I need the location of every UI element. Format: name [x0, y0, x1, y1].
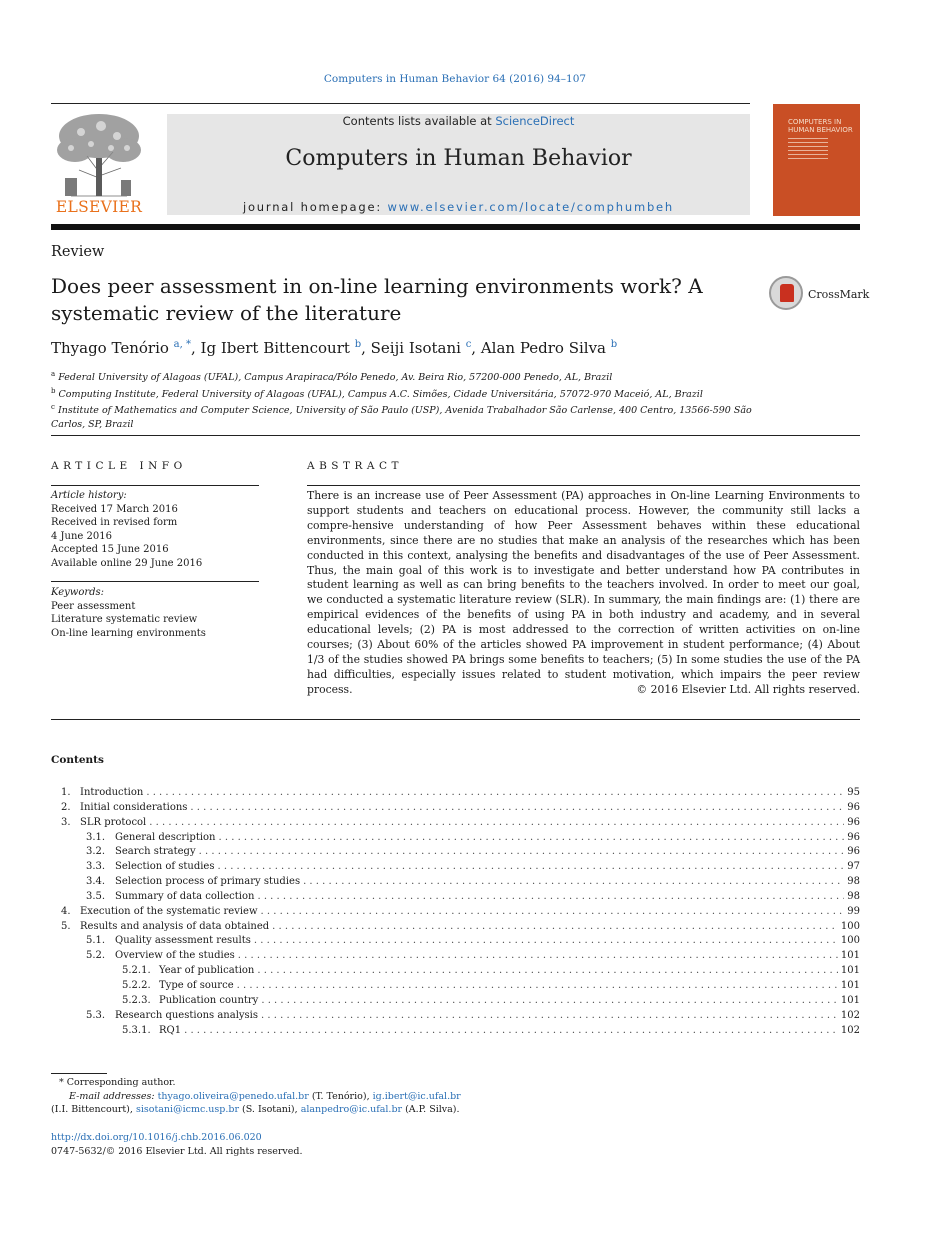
toc-entry[interactable]	[51, 1024, 860, 1039]
toc-label: RQ1	[159, 1024, 182, 1036]
toc-leader-dots	[219, 831, 845, 846]
toc-entry[interactable]	[51, 786, 860, 801]
author-name: Ig Ibert Bittencourt	[200, 339, 350, 357]
elsevier-tree-icon	[51, 112, 147, 198]
elsevier-wordmark: ELSEVIER	[55, 198, 143, 216]
toc-entry[interactable]	[51, 934, 860, 949]
toc-entry[interactable]	[51, 905, 860, 920]
journal-cover-thumbnail[interactable]	[773, 104, 860, 216]
toc-entry[interactable]	[51, 831, 860, 846]
toc-page-number: 96	[847, 816, 860, 828]
author-affiliation-marker[interactable]: b	[354, 339, 362, 350]
article-history-label: Article history:	[51, 490, 127, 501]
affiliation-marker: b	[51, 386, 56, 395]
affiliation-text: Federal University of Alagoas (UFAL), Campus Arapiraca/Pólo Penedo, Av. Beira Rio, 57200-000 Penedo, AL, Brazil	[58, 372, 613, 384]
toc-leader-dots	[238, 949, 838, 964]
doi-block	[51, 1131, 303, 1158]
toc-leader-dots	[257, 890, 844, 905]
abstract-heading: ABSTRACT	[307, 460, 404, 472]
email-link[interactable]: thyago.oliveira@penedo.ufal.br	[157, 1090, 309, 1102]
author-name: Seiji Isotani	[370, 339, 461, 357]
toc-number: 3.5.	[86, 890, 106, 902]
author-separator: ,	[361, 339, 371, 357]
history-entry: 4 June 2016	[51, 530, 112, 542]
journal-name: Computers in Human Behavior	[285, 146, 632, 171]
issn-copyright: 0747-5632/© 2016 Elsevier Ltd. All rights reserved.	[51, 1145, 303, 1157]
toc-page-number: 96	[847, 801, 860, 813]
journal-reference-link[interactable]: Computers in Human Behavior 64 (2016) 94–107	[323, 73, 587, 85]
toc-label: Execution of the systematic review	[80, 905, 258, 917]
toc-entry[interactable]	[51, 1009, 860, 1024]
toc-number: 3.1.	[86, 831, 106, 843]
front-matter-rule	[51, 435, 860, 436]
toc-page-number: 96	[847, 846, 860, 858]
toc-leader-dots	[254, 934, 838, 949]
toc-number: 2.	[61, 801, 71, 813]
history-entry: Received in revised form	[51, 517, 178, 528]
toc-number: 5.1.	[86, 935, 106, 947]
toc-label: Introduction	[80, 787, 144, 798]
toc-label: Selection process of primary studies	[115, 876, 301, 888]
toc-entry[interactable]	[51, 860, 860, 875]
article-type: Review	[51, 244, 105, 260]
doi-link[interactable]: http://dx.doi.org/10.1016/j.chb.2016.06.020	[51, 1132, 262, 1143]
toc-leader-dots	[257, 964, 838, 979]
history-entry: Received 17 March 2016	[51, 503, 178, 515]
article-info-heading: ARTICLE INFO	[51, 460, 187, 472]
toc-leader-dots	[272, 920, 838, 935]
crossmark-badge[interactable]	[769, 276, 870, 314]
sciencedirect-link[interactable]: ScienceDirect	[495, 114, 575, 128]
email-link[interactable]: ig.ibert@ic.ufal.br	[372, 1090, 461, 1102]
footnote-rule	[51, 1073, 107, 1074]
toc-leader-dots	[261, 994, 838, 1009]
toc-entry[interactable]	[51, 964, 860, 979]
email-line: E-mail addresses: thyago.oliveira@penedo.ufal.br (T. Tenório), ig.ibert@ic.ufal.br	[69, 1090, 461, 1102]
article-info-rule	[51, 485, 259, 486]
toc-leader-dots	[261, 905, 845, 920]
table-of-contents	[51, 786, 860, 1038]
affiliations	[51, 368, 761, 431]
elsevier-logo	[51, 112, 147, 216]
toc-leader-dots	[237, 979, 838, 994]
article-title: Does peer assessment in on-line learning environments work? A systematic review of the literature	[51, 274, 703, 325]
toc-entry[interactable]	[51, 875, 860, 890]
toc-page-number: 100	[840, 920, 860, 932]
corresponding-author-note: * Corresponding author.	[59, 1077, 176, 1088]
crossmark-icon	[769, 276, 803, 310]
affiliation	[51, 368, 761, 385]
toc-entry[interactable]	[51, 949, 860, 964]
toc-entry[interactable]	[51, 994, 860, 1009]
affiliation	[51, 401, 761, 431]
history-entry: Available online 29 June 2016	[51, 557, 203, 569]
toc-page-number: 100	[840, 935, 860, 947]
toc-leader-dots	[261, 1009, 838, 1024]
toc-entry[interactable]	[51, 845, 860, 860]
footnote	[51, 1076, 651, 1117]
affiliation-text: Computing Institute, Federal University of Alagoas (UFAL), Campus A.C. Simões, Cidade Universitária, 57072-970 Maceió, AL, Brazil	[58, 388, 703, 400]
toc-label: Search strategy	[115, 846, 196, 858]
toc-label: Overview of the studies	[115, 950, 235, 962]
author-separator: ,	[471, 339, 481, 357]
toc-label: Type of source	[159, 979, 234, 991]
toc-page-number: 97	[847, 861, 860, 873]
toc-page-number: 102	[840, 1009, 860, 1021]
toc-label: Quality assessment results	[115, 935, 251, 947]
toc-label: Initial considerations	[80, 801, 188, 813]
toc-number: 5.3.1.	[122, 1024, 151, 1036]
affiliation-text: Institute of Mathematics and Computer Science, University of São Paulo (USP), Avenida Trabalhador São Carlense, 400 Centro, 13566-590 São Carlos, SP, Brazil	[51, 405, 752, 430]
cover-title: COMPUTERS IN HUMAN BEHAVIOR	[788, 118, 853, 134]
toc-page-number: 101	[840, 950, 860, 962]
toc-number: 1.	[61, 787, 71, 798]
toc-label: Research questions analysis	[115, 1009, 259, 1021]
toc-page-number: 98	[847, 876, 860, 888]
toc-label: General description	[115, 831, 216, 843]
article-history	[51, 489, 259, 570]
toc-leader-dots	[190, 801, 844, 816]
author-name: Thyago Tenório	[51, 339, 169, 357]
toc-label: SLR protocol	[80, 816, 147, 828]
masthead-thick-rule	[51, 224, 860, 230]
contents-available-line: Contents lists available at ScienceDirect	[342, 114, 575, 128]
abstract-rule	[307, 485, 860, 486]
cover-text-lines	[788, 138, 828, 162]
toc-page-number: 101	[840, 994, 860, 1006]
abstract-text: There is an increase use of Peer Assessment (PA) approaches in On-line Learning Environments to support students and teachers on educational process. However, the community still lacks a compre-hensive understanding of how Peer Assessment behaves within these educational environments, since there are no studies that make an analysis of the researches which has been conducted in this context, analysing the benefits and disadvantages of the use of Peer Assessment. Thus, the main goal of this work is to investigate and better understand how PA contributes in student learning as well as can bring benefits to the teachers involved. In order to meet our goal, we conducted a systematic literature review (SLR). In summary, the main findings are: (1) there are empirical evidences of the benefits of using PA in both industry and academy, and in several educational levels; (2) PA is most addressed to the correction of written activities on on-line courses; (3) About 60% of the articles showed PA improvement in student performance; (4) About 1/3 of the studies showed PA brings some benefits to teachers; (5) In some studies the use of the PA had difficulties, especially issues related to student motivation, which impairs the peer review process.	[307, 489, 860, 696]
keywords-rule	[51, 581, 259, 582]
toc-page-number: 99	[847, 905, 860, 917]
toc-label: Results and analysis of data obtained	[80, 920, 270, 932]
toc-entry[interactable]	[51, 890, 860, 905]
contents-title: Contents	[51, 754, 104, 766]
toc-leader-dots	[149, 816, 844, 831]
keyword: Literature systematic review	[51, 614, 198, 625]
author-affiliation-marker[interactable]: a, *	[173, 339, 191, 350]
email-link[interactable]: sisotani@icmc.usp.br	[135, 1104, 240, 1115]
toc-page-number: 101	[840, 979, 860, 991]
affiliation-marker: a	[51, 370, 56, 378]
toc-number: 3.2.	[86, 846, 106, 858]
toc-label: Selection of studies	[115, 861, 215, 873]
toc-number: 5.2.1.	[122, 965, 151, 977]
history-entry: Accepted 15 June 2016	[51, 544, 169, 555]
abstract-end-rule	[51, 719, 860, 720]
keywords-label: Keywords:	[51, 587, 105, 598]
toc-entry[interactable]	[51, 801, 860, 816]
author-affiliation-marker[interactable]: b	[610, 339, 618, 350]
author-name: Alan Pedro Silva	[480, 339, 606, 357]
crossmark-label: CrossMark	[808, 288, 870, 301]
abstract-copyright: © 2016 Elsevier Ltd. All rights reserved.	[636, 683, 860, 696]
toc-number: 5.3.	[86, 1009, 106, 1021]
author-list	[51, 339, 617, 357]
toc-page-number: 98	[847, 890, 860, 902]
toc-number: 3.	[61, 816, 71, 828]
toc-number: 5.2.3.	[122, 994, 151, 1006]
toc-leader-dots	[217, 860, 844, 875]
affiliation-marker: c	[51, 403, 55, 412]
toc-leader-dots	[146, 786, 844, 801]
toc-page-number: 95	[847, 787, 860, 798]
toc-page-number: 102	[840, 1024, 860, 1036]
toc-number: 3.4.	[86, 876, 106, 888]
toc-label: Summary of data collection	[115, 890, 255, 902]
affiliation	[51, 385, 761, 402]
keyword: On-line learning environments	[51, 627, 206, 639]
journal-homepage-line: journal homepage: www.elsevier.com/locate/comphumbeh	[242, 200, 675, 214]
journal-homepage-link[interactable]: www.elsevier.com/locate/comphumbeh	[387, 200, 675, 214]
toc-leader-dots	[199, 845, 845, 860]
toc-number: 5.	[61, 920, 71, 932]
toc-number: 5.2.2.	[122, 979, 151, 991]
header-rule	[51, 103, 750, 104]
email-line: (I.I. Bittencourt), sisotani@icmc.usp.br (S. Isotani), alanpedro@ic.ufal.br (A.P. Silva).	[51, 1104, 460, 1115]
toc-entry[interactable]	[51, 920, 860, 935]
toc-entry[interactable]	[51, 979, 860, 994]
toc-page-number: 96	[847, 831, 860, 843]
author-affiliation-marker[interactable]: c	[465, 339, 472, 350]
keyword: Peer assessment	[51, 600, 136, 612]
email-link[interactable]: alanpedro@ic.ufal.br	[300, 1104, 403, 1115]
toc-label: Year of publication	[159, 965, 255, 977]
toc-number: 3.3.	[86, 861, 106, 873]
toc-page-number: 101	[840, 965, 860, 977]
toc-label: Publication country	[159, 994, 259, 1006]
keywords	[51, 586, 259, 640]
toc-leader-dots	[303, 875, 844, 890]
toc-number: 5.2.	[86, 950, 106, 962]
toc-number: 4.	[61, 905, 71, 917]
author-separator: ,	[191, 339, 201, 357]
toc-entry[interactable]	[51, 816, 860, 831]
toc-leader-dots	[184, 1024, 838, 1039]
